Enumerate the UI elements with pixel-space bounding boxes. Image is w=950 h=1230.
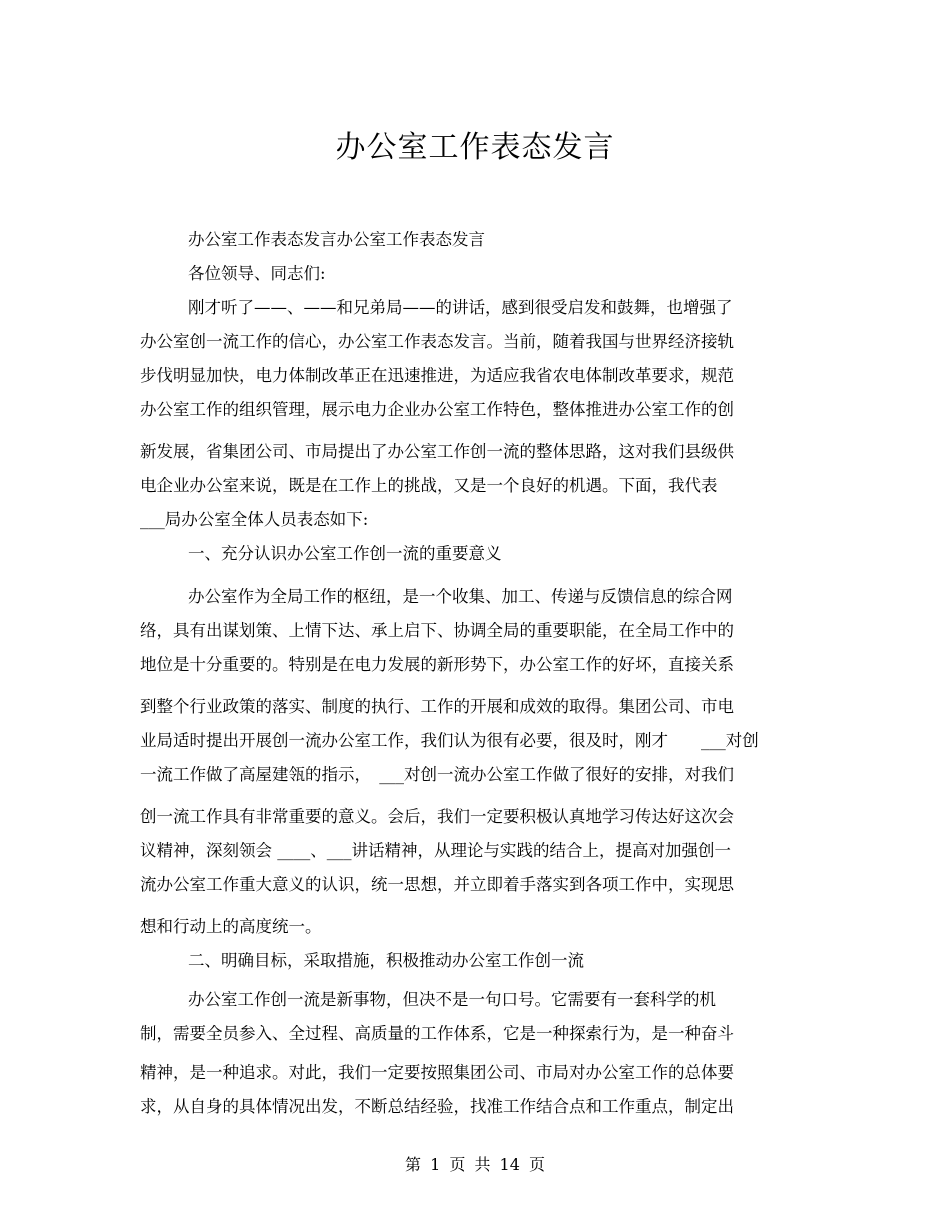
page-footer: 第 1 页 共 14 页 xyxy=(405,1155,545,1174)
body-line: 刚才听了——、——和兄弟局——的讲话，感到很受启发和鼓舞，也增强了 xyxy=(188,298,733,317)
body-line: 络，具有出谋划策、上情下达、承上启下、协调全局的重要职能，在全局工作中的 xyxy=(140,621,734,640)
body-line: ___局办公室全体人员表态如下: xyxy=(140,510,369,529)
body-line: 地位是十分重要的。特别是在电力发展的新形势下，办公室工作的好坏，直接关系 xyxy=(140,655,734,674)
body-line: 流办公室工作重大意义的认识，统一思想，并立即着手落实到各项工作中，实现思 xyxy=(140,875,734,894)
document-title: 办公室工作表态发言 xyxy=(335,130,615,165)
body-line: 创一流工作具有非常重要的意义。会后，我们一定要积极认真地学习传达好这次会 xyxy=(140,807,734,826)
body-line: 想和行动上的高度统一。 xyxy=(140,917,322,936)
body-line: 办公室工作表态发言办公室工作表态发言 xyxy=(188,230,485,249)
body-line: 业局适时提出开展创一流办公室工作，我们认为很有必要，很及时，刚才 ___对创 xyxy=(140,731,759,750)
body-line: 议精神，深刻领会 ____、___讲话精神，从理论与实践的结合上，提高对加强创一 xyxy=(140,841,731,860)
body-line: 步伐明显加快，电力体制改革正在迅速推进，为适应我省农电体制改革要求，规范 xyxy=(140,366,734,385)
body-line: 一流工作做了高屋建瓴的指示， ___对创一流办公室工作做了很好的安排，对我们 xyxy=(140,765,734,784)
body-line: 求，从自身的具体情况出发，不断总结经验，找准工作结合点和工作重点，制定出 xyxy=(140,1097,734,1116)
body-line: 各位领导、同志们: xyxy=(188,264,326,283)
body-line: 办公室工作创一流是新事物，但决不是一句口号。它需要有一套科学的机 xyxy=(188,990,716,1009)
body-line: 制，需要全员参入、全过程、高质量的工作体系，它是一种探索行为，是一种奋斗 xyxy=(140,1024,734,1043)
section-heading: 二、明确目标，采取措施，积极推动办公室工作创一流 xyxy=(188,951,584,970)
body-line: 办公室工作的组织管理，展示电力企业办公室工作特色，整体推进办公室工作的创 xyxy=(140,400,734,419)
body-line: 新发展，省集团公司、市局提出了办公室工作创一流的整体思路，这对我们县级供 xyxy=(140,442,734,461)
body-line: 办公室作为全局工作的枢纽，是一个收集、加工、传递与反馈信息的综合网 xyxy=(188,587,733,606)
body-line: 精神，是一种追求。对此，我们一定要按照集团公司、市局对办公室工作的总体要 xyxy=(140,1063,734,1082)
body-line: 办公室创一流工作的信心，办公室工作表态发言。当前，随着我国与世界经济接轨 xyxy=(140,332,734,351)
body-line: 电企业办公室来说，既是在工作上的挑战，又是一个良好的机遇。下面，我代表 xyxy=(140,476,718,495)
body-line: 到整个行业政策的落实、制度的执行、工作的开展和成效的取得。集团公司、市电 xyxy=(140,697,734,716)
section-heading: 一、充分认识办公室工作创一流的重要意义 xyxy=(188,544,502,563)
